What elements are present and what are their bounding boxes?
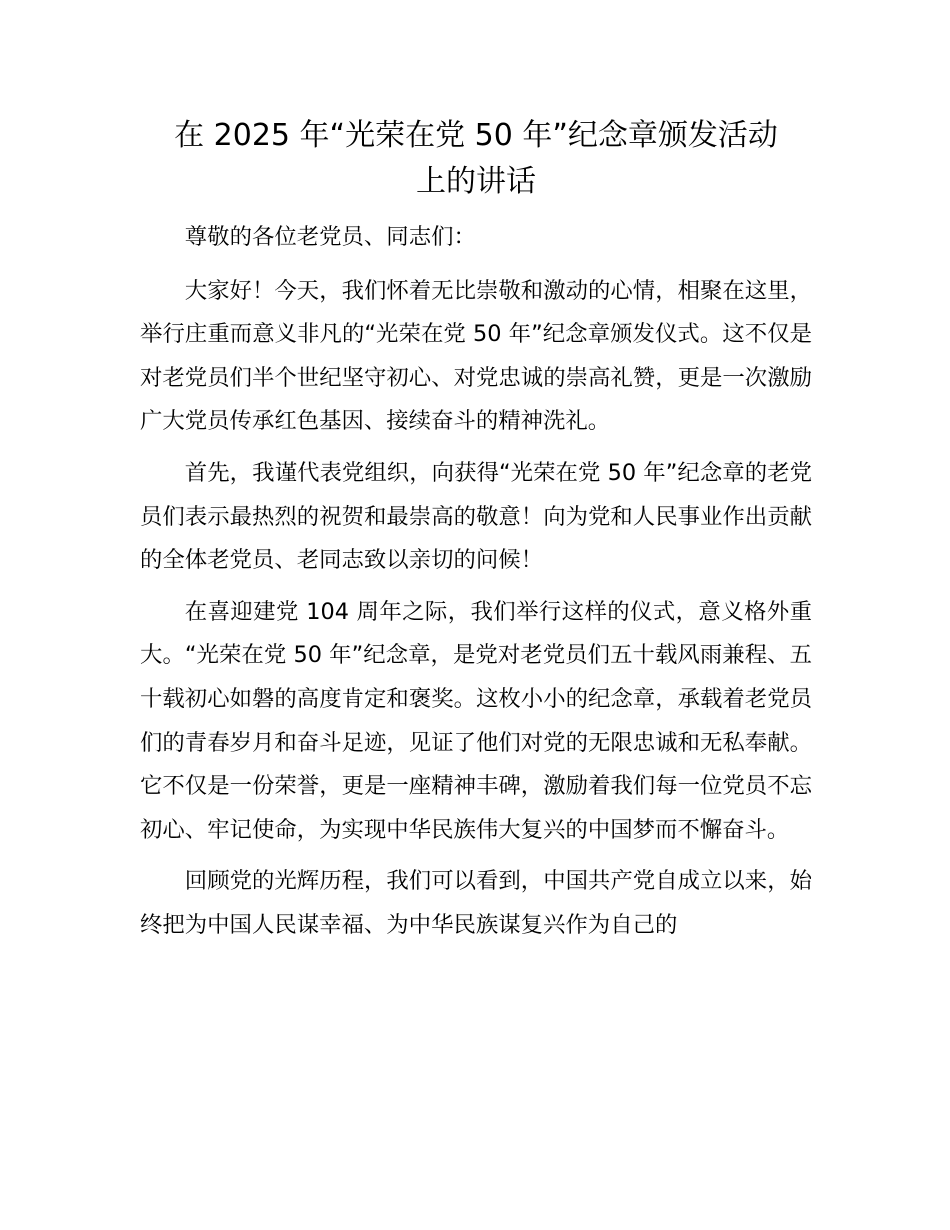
document-body [140, 216, 812, 956]
paragraph-greeting: 大家好！今天，我们怀着无比崇敬和激动的心情，相聚在这里，举行庄重而意义非凡的“光荣在党 50 年”纪念章颁发仪式。这不仅是对老党员们半个世纪坚守初心、对党忠诚的崇高礼赞，更是一次激励广大党员传承红色基因、接续奋斗的精神洗礼。 [140, 277, 812, 435]
paragraph-congratulations: 首先，我谨代表党组织，向获得“光荣在党 50 年”纪念章的老党员们表示最热烈的祝贺和最崇高的敬意！向为党和人民事业作出贡献的全体老党员、老同志致以亲切的问候！ [140, 459, 812, 574]
document-title [140, 113, 812, 205]
title-line-1: 在 2025 年“光荣在党 50 年”纪念章颁发活动 [174, 118, 778, 153]
title-line-2: 上的讲话 [416, 164, 536, 199]
paragraph-significance: 在喜迎建党 104 周年之际，我们举行这样的仪式，意义格外重大。“光荣在党 50 年”纪念章，是党对老党员们五十载风雨兼程、五十载初心如磐的高度肯定和褒奖。这枚小小的纪念章，承载着老党员们的青春岁月和奋斗足迹，见证了他们对党的无限忠诚和无私奉献。它不仅是一份荣誉，更是一座精神丰碑，激励着我们每一位党员不忘初心、牢记使命，为实现中华民族伟大复兴的中国梦而不懈奋斗。 [140, 598, 812, 843]
salutation: 尊敬的各位老党员、同志们： [184, 224, 476, 250]
paragraph-history: 回顾党的光辉历程，我们可以看到，中国共产党自成立以来，始终把为中国人民谋幸福、为中华民族谋复兴作为自己的 [140, 868, 812, 938]
